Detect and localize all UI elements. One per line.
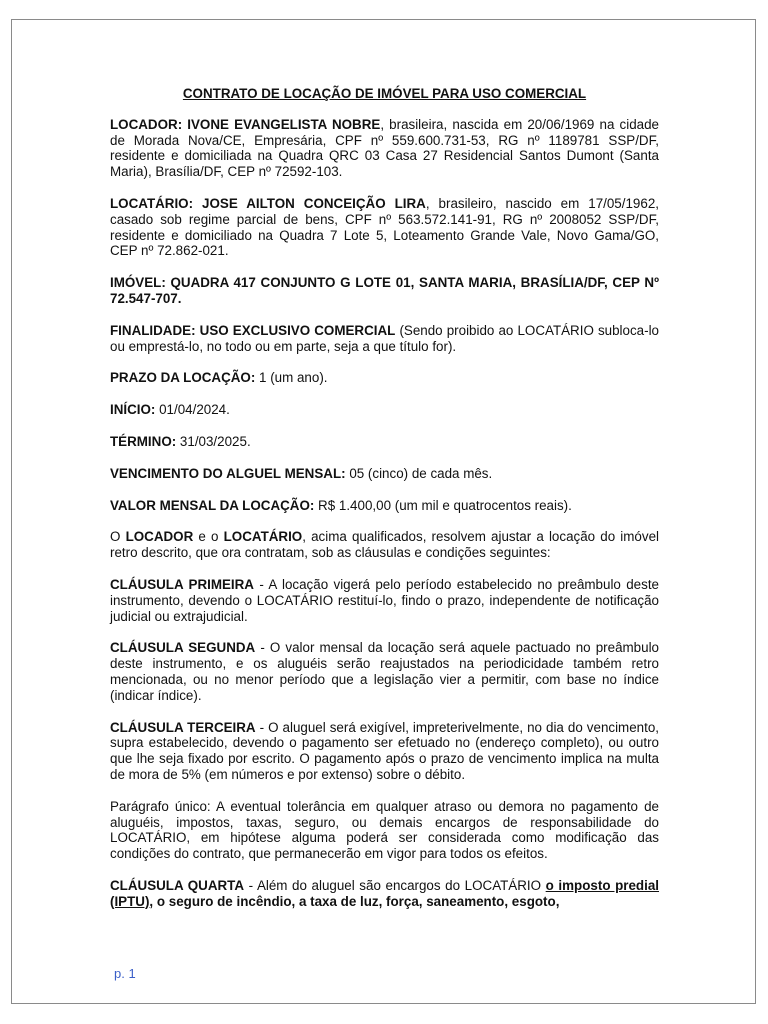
clausula-quarta-iptu: o imposto predial (IPTU)	[110, 877, 660, 909]
prazo-label: PRAZO DA LOCAÇÃO:	[110, 370, 256, 386]
finalidade-label: FINALIDADE: USO EXCLUSIVO COMERCIAL	[110, 322, 396, 338]
locatario-label: LOCATÁRIO: JOSE AILTON CONCEIÇÃO LIRA	[110, 195, 426, 211]
preambulo-paragraph	[110, 529, 659, 561]
document-page	[11, 19, 756, 1004]
preambulo-o: O	[110, 529, 126, 545]
inicio-value: 01/04/2024.	[155, 402, 230, 418]
valor-paragraph	[110, 498, 659, 514]
preambulo-locatario: LOCATÁRIO	[223, 529, 303, 545]
inicio-label: INÍCIO:	[110, 402, 156, 418]
clausula-terceira-text: - O aluguel será exigível, impreterivelmente, no dia do vencimento, supra estabelecido, devendo o pagamento ser efetuado no (endereço completo), ou outro que lhe seja fixado por escrito. O pagamento após o prazo de vencimento implica na multa de mora de 5% (em números e por extenso) sobre o débito.	[110, 719, 659, 782]
document-title: CONTRATO DE LOCAÇÃO DE IMÓVEL PARA USO COMERCIAL	[182, 86, 587, 101]
clausula-quarta-text: - Além do aluguel são encargos do LOCATÁRIO	[244, 877, 546, 893]
locador-label: LOCADOR: IVONE EVANGELISTA NOBRE	[110, 116, 381, 132]
clausula-quarta-rest: , o seguro de incêndio, a taxa de luz, força, saneamento, esgoto,	[149, 893, 560, 909]
clausula-segunda-text: - O valor mensal da locação será aquele pactuado no preâmbulo deste instrumento, e os aluguéis serão reajustados na periodicidade também retro mencionada, ou no menor período que a legislação vier a permitir, com base no índice (indicar índice).	[110, 640, 659, 703]
vencimento-value: 05 (cinco) de cada mês.	[345, 465, 493, 481]
vencimento-paragraph	[110, 466, 659, 482]
preambulo-text: , acima qualificados, resolvem ajustar a locação do imóvel retro descrito, que ora contratam, sob as cláusulas e condições seguintes:	[110, 529, 659, 561]
prazo-paragraph	[110, 370, 659, 386]
document-body	[110, 86, 659, 925]
valor-value: R$ 1.400,00 (um mil e quatrocentos reais).	[314, 497, 572, 513]
clausula-primeira	[110, 577, 659, 624]
prazo-value: 1 (um ano).	[255, 370, 328, 386]
preambulo-locador: LOCADOR	[125, 529, 194, 545]
clausula-terceira	[110, 720, 659, 783]
locador-paragraph	[110, 117, 659, 180]
clausula-quarta-label: CLÁUSULA QUARTA	[110, 877, 245, 893]
clausula-segunda	[110, 640, 659, 703]
preambulo-e-o: e o	[193, 529, 224, 545]
locador-text: , brasileira, nascida em 20/06/1969 na cidade de Morada Nova/CE, Empresária, CPF nº 559.600.731-53, RG nº 1189781 SSP/DF, residente e domiciliada na Quadra QRC 03 Casa 27 Residencial Santos Dumont (Santa Maria), Brasília/DF, CEP nº 72592-103.	[110, 116, 659, 180]
clausula-terceira-label: CLÁUSULA TERCEIRA	[110, 719, 256, 735]
clausula-segunda-label: CLÁUSULA SEGUNDA	[110, 640, 256, 656]
locatario-paragraph	[110, 196, 659, 259]
finalidade-paragraph	[110, 323, 659, 355]
termino-paragraph	[110, 434, 659, 450]
finalidade-text: (Sendo proibido ao LOCATÁRIO subloca-lo ou emprestá-lo, no todo ou em parte, seja a que título for).	[110, 322, 660, 354]
page-number: p. 1	[114, 966, 136, 981]
termino-label: TÉRMINO:	[110, 433, 177, 449]
inicio-paragraph	[110, 402, 659, 418]
vencimento-label: VENCIMENTO DO ALGUEL MENSAL:	[110, 465, 346, 481]
termino-value: 31/03/2025.	[176, 433, 251, 449]
clausula-primeira-text: - A locação vigerá pelo período estabelecido no preâmbulo deste instrumento, devendo o LOCATÁRIO restituí-lo, findo o prazo, independente de notificação judicial ou extrajudicial.	[110, 576, 659, 624]
valor-label: VALOR MENSAL DA LOCAÇÃO:	[110, 497, 315, 513]
locatario-text: , brasileiro, nascido em 17/05/1962, casado sob regime parcial de bens, CPF nº 563.572.141-91, RG nº 2008052 SSP/DF, residente e domiciliado na Quadra 7 Lote 5, Loteamento Grande Vale, Novo Gama/GO, CEP nº 72.862-021.	[110, 195, 659, 259]
clausula-quarta	[110, 878, 659, 910]
imovel-paragraph: IMÓVEL: QUADRA 417 CONJUNTO G LOTE 01, SANTA MARIA, BRASÍLIA/DF, CEP Nº 72.547-707.	[110, 275, 659, 306]
clausula-primeira-label: CLÁUSULA PRIMEIRA	[110, 576, 254, 592]
paragrafo-unico: Parágrafo único: A eventual tolerância em qualquer atraso ou demora no pagamento de aluguéis, impostos, taxas, seguro, ou demais encargos de responsabilidade do LOCATÁRIO, em hipótese alguma poderá ser considerada como modificação das condições do contrato, que permanecerão em vigor para todos os efeitos.	[110, 798, 659, 862]
